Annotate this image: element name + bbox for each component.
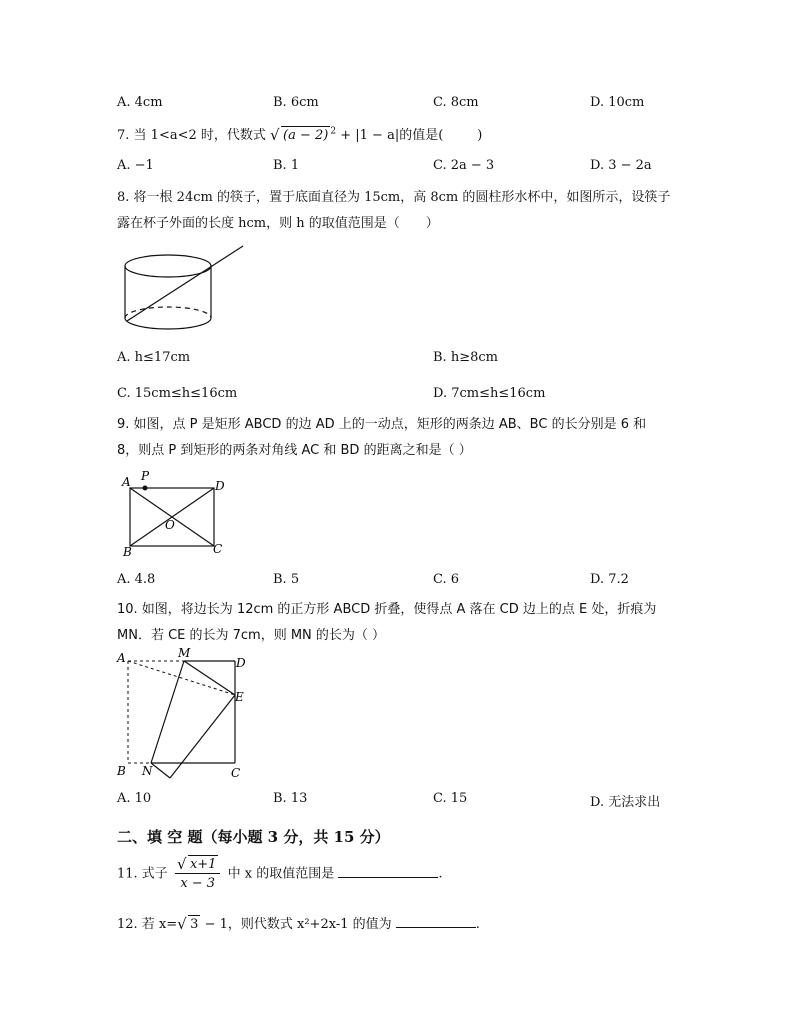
segment-me [184,661,235,695]
q11-end: . [438,866,443,882]
q10-option-d: D. 无法求出 [590,795,661,810]
q9-option-b: B. 5 [273,572,300,587]
label-c: C [213,542,223,556]
q12-end: . [475,917,480,932]
q9-option-c: C. 6 [433,572,460,587]
q10-option-b: B. 13 [273,791,308,806]
q7-sqrt: √ (a − 2) [270,126,329,144]
q7-option-c: C. 2a − 3 [433,158,495,173]
label-b: B [117,764,126,778]
q8-option-a: A. h≤17cm [117,350,191,365]
label-d: D [215,479,225,493]
q12-answer-blank[interactable] [396,915,476,928]
q6-option-a: A. 4cm [117,95,163,110]
label-e: E [235,690,244,704]
label-b: B [123,545,132,559]
q8-option-b: B. h≥8cm [433,350,498,365]
label-a: A [122,475,131,489]
q10-line2: MN．若 CE 的长为 7cm，则 MN 的长为（ ） [117,628,386,643]
q6-option-c: C. 8cm [433,95,479,110]
q8-line2: 露在杯子外面的长度 hcm，则 h 的取值范围是（ ） [117,216,439,231]
q10-option-a: A. 10 [117,791,152,806]
cylinder-bottom-front [125,318,211,329]
section-heading: 二、填 空 题（每小题 3 分，共 15 分） [117,828,390,846]
cylinder-top [125,255,211,277]
q6-option-d: D. 10cm [590,95,645,110]
q11-numerator: x+1 [189,857,217,872]
q12-radicand: 3 [190,917,199,932]
q7-prefix: 7. 当 1<a<2 时，代数式 [117,128,266,143]
dashed-ae [128,661,235,695]
point-p [143,486,148,491]
q7-radicand: (a − 2) [283,128,329,143]
q11-fraction: √ x+1 x − 3 [175,857,221,891]
q11-denominator: x − 3 [180,876,216,891]
cylinder-bottom-back [125,307,211,318]
q10-option-c: C. 15 [433,791,468,806]
q9-line2: 8，则点 P 到矩形的两条对角线 AC 和 BD 的距离之和是（ ） [117,443,472,458]
q12-prefix: 12. 若 x= [117,917,178,932]
q9-option-a: A. 4.8 [117,572,156,587]
q9-line1: 9. 如图，点 P 是矩形 ABCD 的边 AD 上的一动点，矩形的两条边 AB、BC 的长分别是 6 和 [117,417,647,432]
fold-mn [151,661,184,763]
folded-square-figure [112,644,257,784]
q11-suffix: 中 x 的取值范围是 [227,866,335,882]
q7-close: ) [477,128,483,143]
q7-suffix: + |1 − a|的值是( [340,128,444,143]
q8-option-c: C. 15cm≤h≤16cm [117,386,238,401]
q12-sqrt: √ 3 [177,915,199,933]
q11-stem [117,857,442,891]
label-n: N [142,764,153,778]
folded-edge-e [170,695,235,778]
q8-option-d: D. 7cm≤h≤16cm [433,386,546,401]
q6-option-b: B. 6cm [273,95,319,110]
q10-line1: 10. 如图，将边长为 12cm 的正方形 ABCD 折叠，使得点 A 落在 CD 边上的点 E 处，折痕为 [117,602,657,617]
q7-stem [117,124,482,143]
q7-exponent: 2 [330,126,337,137]
q12-stem [117,913,480,932]
q12-mid: − 1，则代数式 x²+2x-1 的值为 [200,917,392,932]
q11-prefix: 11. 式子 [117,866,168,882]
q7-option-a: A. −1 [117,158,154,173]
label-d: D [236,656,246,670]
q7-option-d: D. 3 − 2a [590,158,652,173]
q9-option-d: D. 7.2 [590,572,629,587]
label-o: O [165,518,175,532]
label-p: P [141,469,150,483]
label-m: M [178,646,191,660]
folded-edge-n [151,763,170,778]
q11-answer-blank[interactable] [338,865,438,878]
label-c: C [231,766,241,780]
q8-line1: 8. 将一根 24cm 的筷子，置于底面直径为 15cm，高 8cm 的圆柱形水杯中，如图所示，设筷子 [117,190,671,205]
label-a: A [117,651,126,665]
cylinder-figure [115,238,255,338]
q7-option-b: B. 1 [273,158,300,173]
rectangle-figure [115,466,235,561]
